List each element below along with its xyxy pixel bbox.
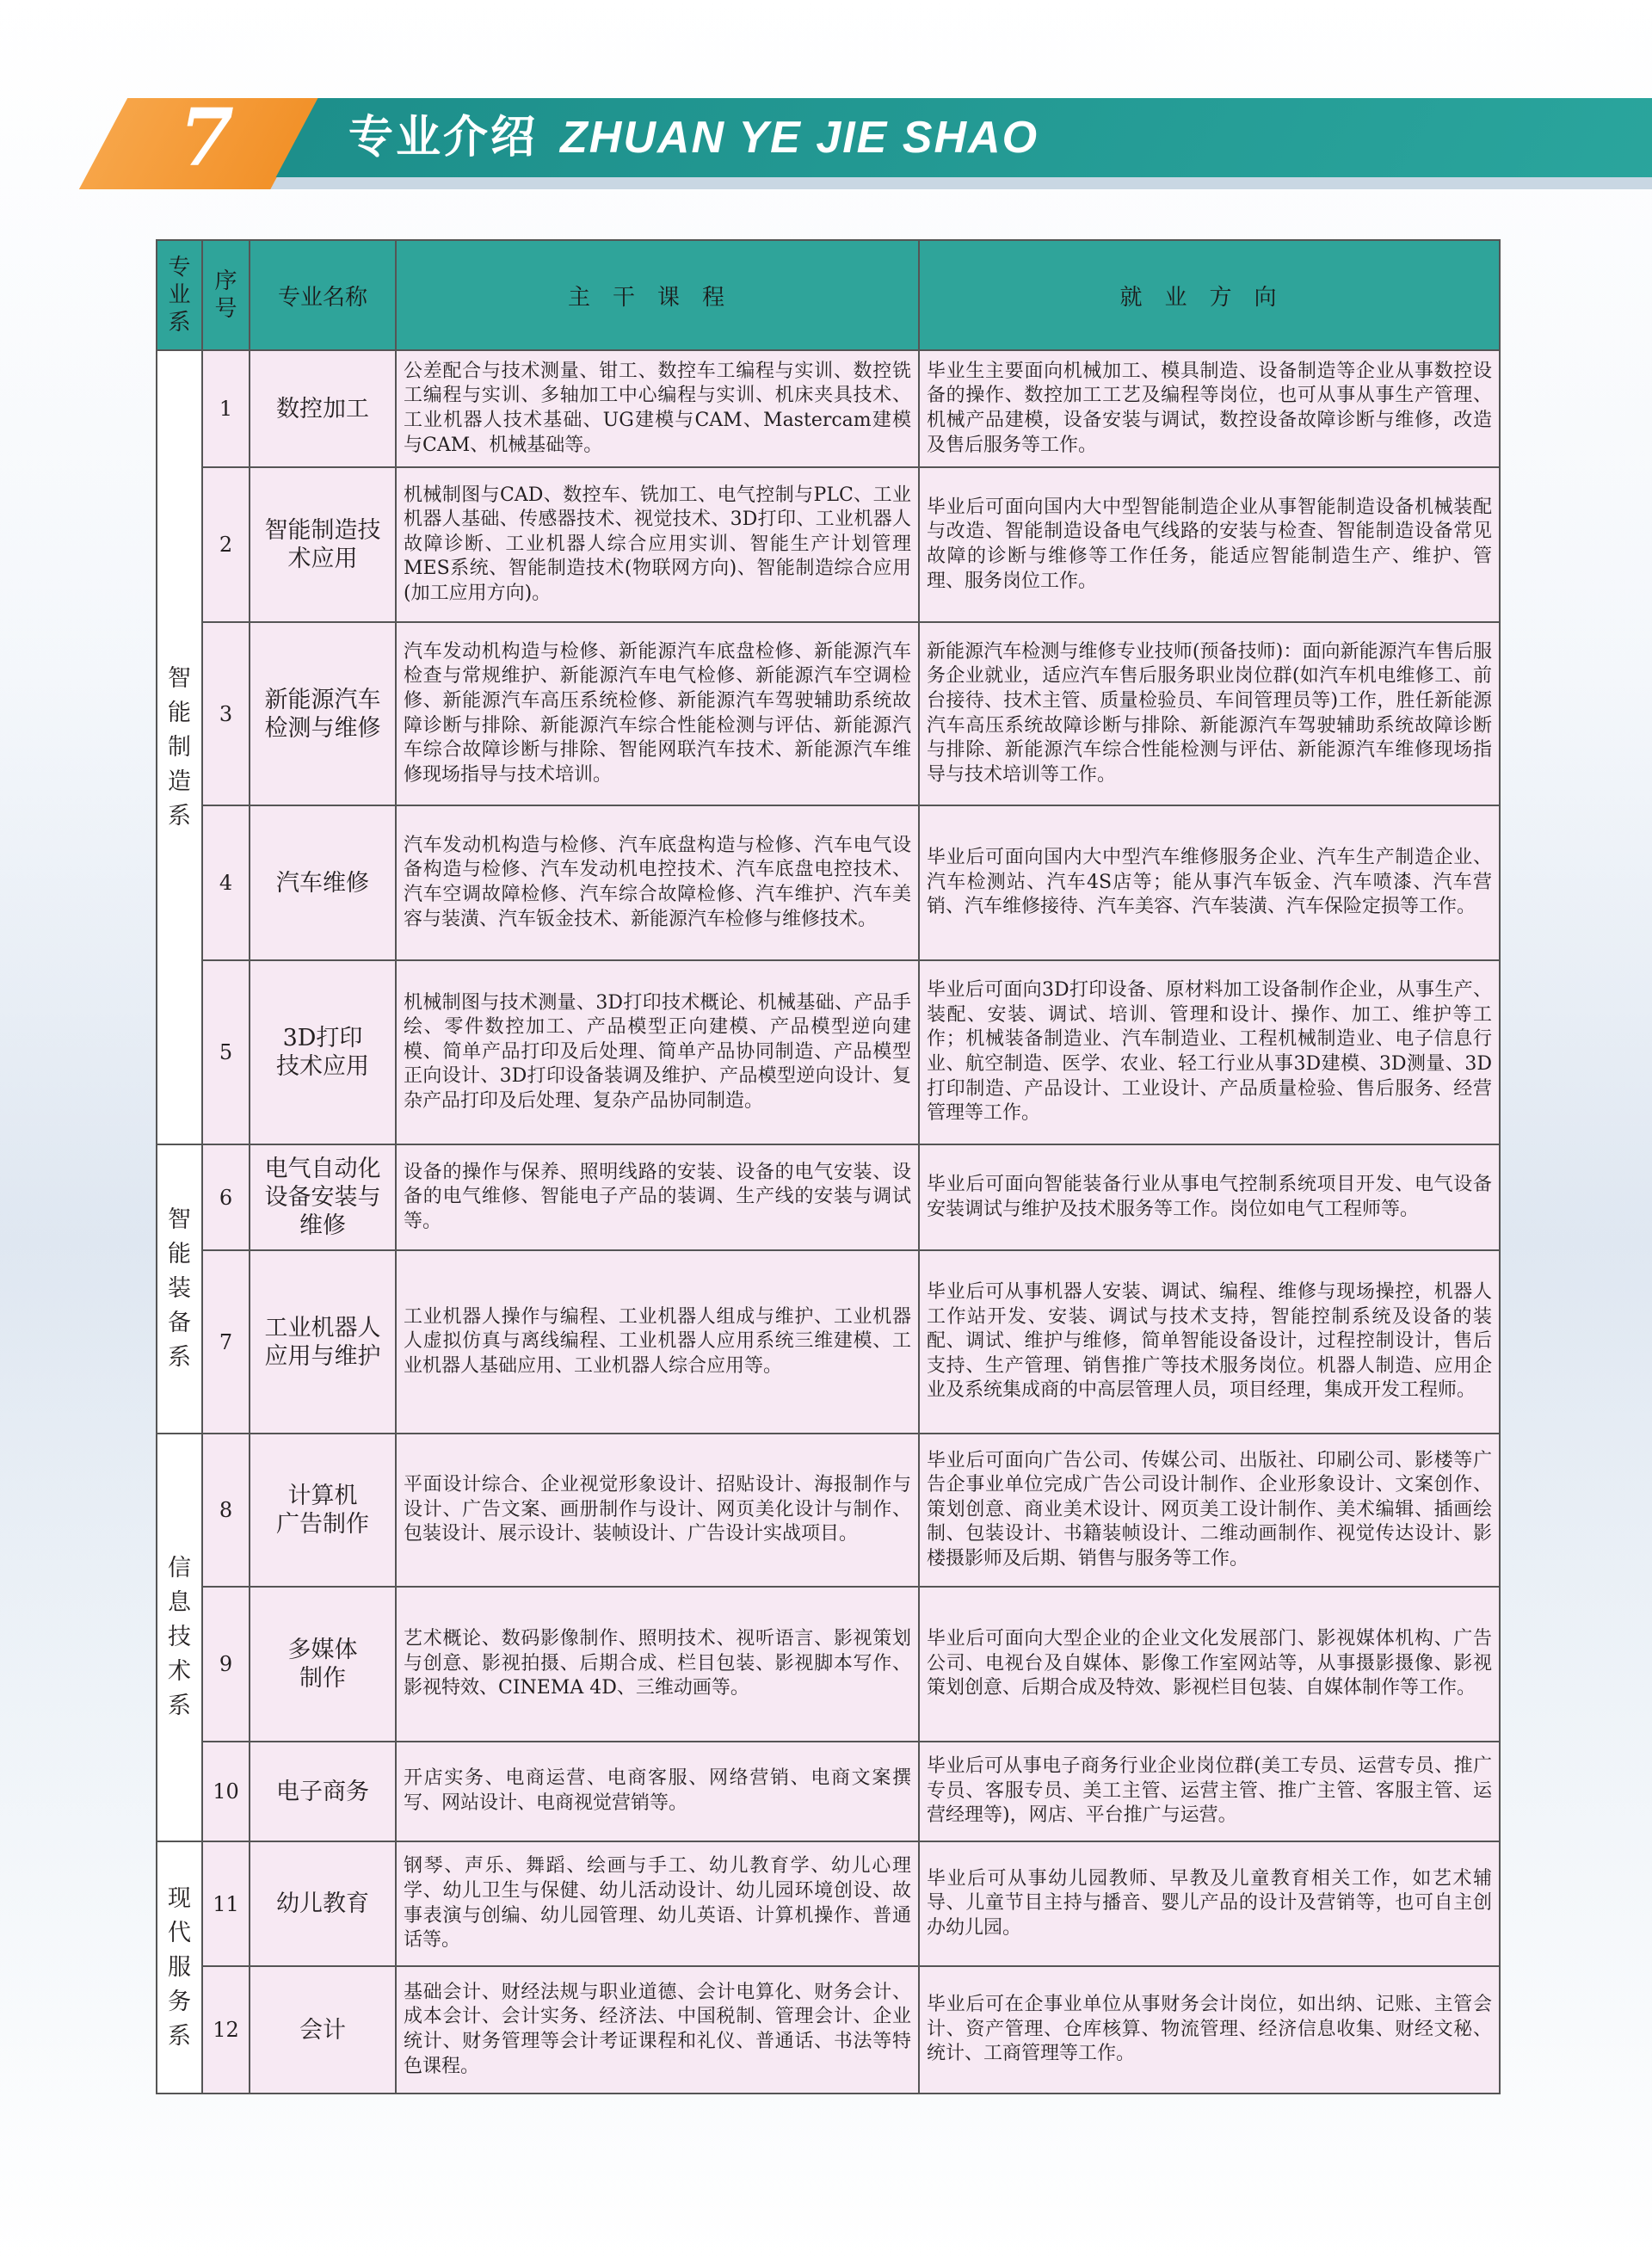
table-row (157, 1742, 1500, 1841)
major-employment: 毕业后可从事幼儿园教师、早教及儿童教育相关工作，如艺术辅导、儿童节目主持与播音、婴儿产品的设计及营销等，也可自主创办幼儿园。 (919, 1841, 1500, 1966)
table-row (157, 467, 1500, 622)
major-employment: 新能源汽车检测与维修专业技师(预备技师)：面向新能源汽车售后服务企业就业，适应汽车售后服务职业岗位群(如汽车机电维修工、前台接待、技术主管、质量检验员、车间管理员等)工作，胜任新能源汽车高压系统故障诊断与排除、新能源汽车驾驶辅助系统故障诊断与排除、新能源汽车综合性能检测与评估、新能源汽车维修现场指导与技术培训等工作。 (919, 622, 1500, 805)
major-courses: 机械制图与CAD、数控车、铣加工、电气控制与PLC、工业机器人基础、传感器技术、视觉技术、3D打印、工业机器人故障诊断、工业机器人综合应用实训、智能生产计划管理MES系统、智能制造技术(物联网方向)、智能制造综合应用(加工应用方向)。 (396, 467, 919, 622)
row-number: 12 (202, 1966, 250, 2094)
row-number: 9 (202, 1587, 250, 1742)
major-courses: 汽车发动机构造与检修、新能源汽车底盘检修、新能源汽车检查与常规维护、新能源汽车电气检修、新能源汽车空调检修、新能源汽车高压系统检修、新能源汽车驾驶辅助系统故障诊断与排除、新能源汽车综合性能检测与评估、新能源汽车综合故障诊断与排除、智能网联汽车技术、新能源汽车维修现场指导与技术培训。 (396, 622, 919, 805)
major-courses: 艺术概论、数码影像制作、照明技术、视听语言、影视策划与创意、影视拍摄、后期合成、栏目包装、影视脚本写作、影视特效、CINEMA 4D、三维动画等。 (396, 1587, 919, 1742)
major-name: 电气自动化 设备安装与 维修 (250, 1144, 396, 1250)
table-header-row (157, 240, 1500, 350)
row-number: 2 (202, 467, 250, 622)
major-name: 新能源汽车 检测与维修 (250, 622, 396, 805)
major-name: 工业机器人 应用与维护 (250, 1250, 396, 1434)
major-employment: 毕业后可面向3D打印设备、原材料加工设备制作企业，从事生产、装配、安装、调试、培训、管理和设计、操作、加工、维护等工作；机械装备制造业、汽车制造业、工程机械制造业、电子信息行业、航空制造、医学、农业、轻工行业从事3D建模、3D测量、3D打印制造、产品设计、工业设计、产品质量检验、售后服务、经营管理等工作。 (919, 960, 1500, 1144)
table-row (157, 350, 1500, 467)
majors-table (156, 239, 1501, 2094)
major-employment: 毕业后可在企事业单位从事财务会计岗位，如出纳、记账、主管会计、资产管理、仓库核算、物流管理、经济信息收集、财经文秘、统计、工商管理等工作。 (919, 1966, 1500, 2094)
table-row (157, 1250, 1500, 1434)
major-employment: 毕业生主要面向机械加工、模具制造、设备制造等企业从事数控设备的操作、数控加工工艺及编程等岗位，也可从事从事生产管理、机械产品建模，设备安装与调试，数控设备故障诊断与维修，改造及售后服务等工作。 (919, 350, 1500, 467)
header-employment: 就业方向 (919, 240, 1500, 350)
major-name: 汽车维修 (250, 805, 396, 960)
major-courses: 钢琴、声乐、舞蹈、绘画与手工、幼儿教育学、幼儿心理学、幼儿卫生与保健、幼儿活动设计、幼儿园环境创设、故事表演与创编、幼儿园管理、幼儿英语、计算机操作、普通话等。 (396, 1841, 919, 1966)
table-row (157, 1587, 1500, 1742)
major-name: 计算机 广告制作 (250, 1434, 396, 1587)
major-courses: 设备的操作与保养、照明线路的安装、设备的电气安装、设备的电气维修、智能电子产品的装调、生产线的安装与调试等。 (396, 1144, 919, 1250)
row-number: 1 (202, 350, 250, 467)
major-courses: 开店实务、电商运营、电商客服、网络营销、电商文案撰写、网站设计、电商视觉营销等。 (396, 1742, 919, 1841)
banner-underline (270, 177, 1652, 189)
row-number: 8 (202, 1434, 250, 1587)
row-number: 10 (202, 1742, 250, 1841)
major-courses: 平面设计综合、企业视觉形象设计、招贴设计、海报制作与设计、广告文案、画册制作与设计、网页美化设计与制作、包装设计、展示设计、装帧设计、广告设计实战项目。 (396, 1434, 919, 1587)
major-name: 数控加工 (250, 350, 396, 467)
page-number: 7 (178, 91, 234, 184)
table-row (157, 622, 1500, 805)
major-courses: 机械制图与技术测量、3D打印技术概论、机械基础、产品手绘、零件数控加工、产品模型正向建模、产品模型逆向建模、简单产品打印及后处理、简单产品协同制造、产品模型正向设计、3D打印设备装调及维护、产品模型逆向设计、复杂产品打印及后处理、复杂产品协同制造。 (396, 960, 919, 1144)
major-courses: 工业机器人操作与编程、工业机器人组成与维护、工业机器人虚拟仿真与离线编程、工业机器人应用系统三维建模、工业机器人基础应用、工业机器人综合应用等。 (396, 1250, 919, 1434)
table-row (157, 1144, 1500, 1250)
table-row (157, 805, 1500, 960)
major-name: 电子商务 (250, 1742, 396, 1841)
major-employment: 毕业后可面向国内大中型汽车维修服务企业、汽车生产制造企业、汽车检测站、汽车4S店等；能从事汽车钣金、汽车喷漆、汽车营销、汽车维修接待、汽车美容、汽车装潢、汽车保险定损等工作。 (919, 805, 1500, 960)
major-employment: 毕业后可面向大型企业的企业文化发展部门、影视媒体机构、广告公司、电视台及自媒体、影像工作室网站等，从事摄影摄像、影视策划创意、后期合成及特效、影视栏目包装、自媒体制作等工作。 (919, 1587, 1500, 1742)
major-name: 3D打印 技术应用 (250, 960, 396, 1144)
header-seq: 序 号 (202, 240, 250, 350)
row-number: 7 (202, 1250, 250, 1434)
row-number: 5 (202, 960, 250, 1144)
header-courses: 主干课程 (396, 240, 919, 350)
major-employment: 毕业后可从事电子商务行业企业岗位群(美工专员、运营专员、推广专员、客服专员、美工主管、运营主管、推广主管、客服主管、运营经理等)，网店、平台推广与运营。 (919, 1742, 1500, 1841)
dept-cell-information-technology: 信 息 技 术 系 (157, 1434, 202, 1841)
dept-cell-intelligent-equipment: 智 能 装 备 系 (157, 1144, 202, 1434)
major-name: 幼儿教育 (250, 1841, 396, 1966)
major-employment: 毕业后可从事机器人安装、调试、编程、维修与现场操控，机器人工作站开发、安装、调试与技术支持，智能控制系统及设备的装配、调试、维护与维修，简单智能设备设计，过程控制设计，售后支持、生产管理、销售推广等技术服务岗位。机器人制造、应用企业及系统集成商的中高层管理人员，项目经理，集成开发工程师。 (919, 1250, 1500, 1434)
major-courses: 汽车发动机构造与检修、汽车底盘构造与检修、汽车电气设备构造与检修、汽车发动机电控技术、汽车底盘电控技术、汽车空调故障检修、汽车综合故障检修、汽车维护、汽车美容与装潢、汽车钣金技术、新能源汽车检修与维修技术。 (396, 805, 919, 960)
table-row (157, 960, 1500, 1144)
major-name: 多媒体 制作 (250, 1587, 396, 1742)
major-employment: 毕业后可面向广告公司、传媒公司、出版社、印刷公司、影楼等广告企事业单位完成广告公司设计制作、企业形象设计、文案创作、策划创意、商业美术设计、网页美工设计制作、美术编辑、插画绘制、包装设计、书籍装帧设计、二维动画制作、视觉传达设计、影楼摄影师及后期、销售与服务等工作。 (919, 1434, 1500, 1587)
table-row (157, 1966, 1500, 2094)
dept-cell-modern-services: 现 代 服 务 系 (157, 1841, 202, 2094)
row-number: 4 (202, 805, 250, 960)
section-title-en: ZHUAN YE JIE SHAO (560, 113, 1039, 163)
table-row (157, 1434, 1500, 1587)
major-employment: 毕业后可面向国内大中型智能制造企业从事智能制造设备机械装配与改造、智能制造设备电气线路的安装与检查、智能制造设备常见故障的诊断与维修等工作任务，能适应智能制造生产、维护、管理、服务岗位工作。 (919, 467, 1500, 622)
row-number: 6 (202, 1144, 250, 1250)
header-dept: 专 业 系 (157, 240, 202, 350)
section-title (348, 98, 1039, 177)
table-row (157, 1841, 1500, 1966)
major-courses: 基础会计、财经法规与职业道德、会计电算化、财务会计、成本会计、会计实务、经济法、中国税制、管理会计、企业统计、财务管理等会计考证课程和礼仪、普通话、书法等特色课程。 (396, 1966, 919, 2094)
section-title-cn: 专业介绍 (348, 112, 539, 163)
major-name: 会计 (250, 1966, 396, 2094)
row-number: 11 (202, 1841, 250, 1966)
major-courses: 公差配合与技术测量、钳工、数控车工编程与实训、数控铣工编程与实训、多轴加工中心编程与实训、机床夹具技术、工业机器人技术基础、UG建模与CAM、Mastercam建模与CAM、机械基础等。 (396, 350, 919, 467)
dept-cell-intelligent-manufacturing: 智 能 制 造 系 (157, 350, 202, 1144)
major-name: 智能制造技 术应用 (250, 467, 396, 622)
major-employment: 毕业后可面向智能装备行业从事电气控制系统项目开发、电气设备安装调试与维护及技术服务等工作。岗位如电气工程师等。 (919, 1144, 1500, 1250)
page-header (0, 86, 1652, 198)
header-name: 专业名称 (250, 240, 396, 350)
row-number: 3 (202, 622, 250, 805)
